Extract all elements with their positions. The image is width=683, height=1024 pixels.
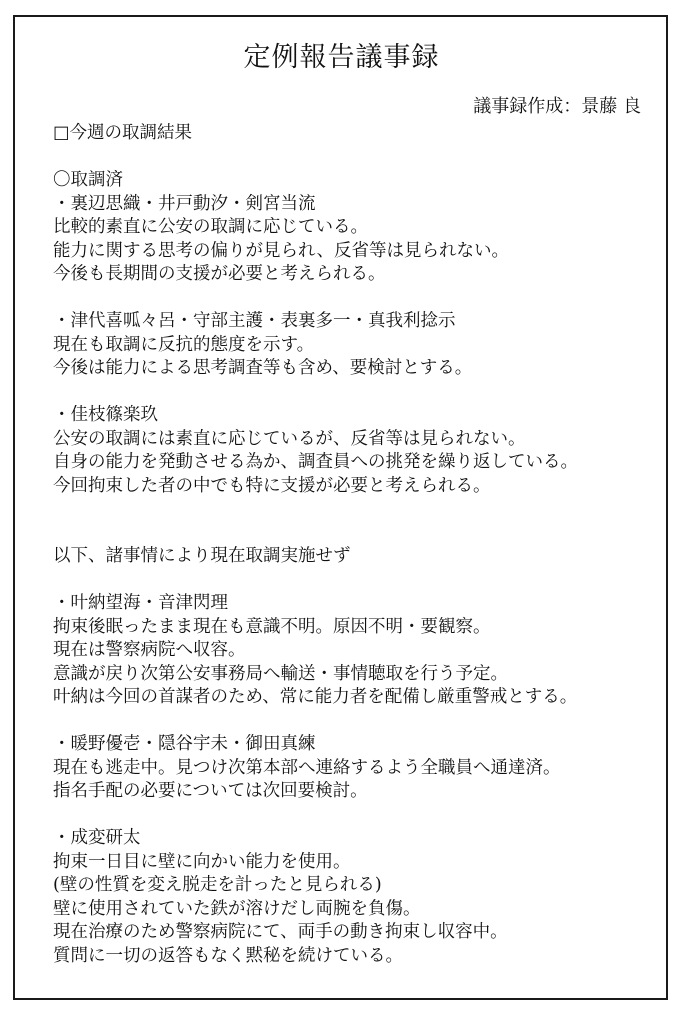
page-title: 定例報告議事録 (243, 42, 440, 73)
done-label: 〇取調済 (53, 170, 123, 190)
pending-label: 以下、諸事情により現在取調実施せず (53, 546, 351, 566)
record-names: ・裏辺思織・井戸動汐・剣宮当流 (53, 193, 316, 214)
record-line: 今後は能力による思考調査等も含め、要検討とする。 (53, 358, 473, 378)
record-line: 指名手配の必要については次回要検討。 (53, 781, 368, 801)
record-section (53, 404, 653, 498)
record-names: ・叶納望海・音津閃理 (53, 593, 228, 613)
author-line: 議事録作成：景藤 良 (473, 96, 641, 117)
record-line: 叶納は今回の首謀者のため、常に能力者を配備し厳重警戒とする。 (53, 687, 578, 707)
record-section (53, 827, 653, 968)
record-line: 今回拘束した者の中でも特に支援が必要と考えられる。 (53, 475, 491, 496)
record-line: 壁に使用されていた鉄が溶けだし両腕を負傷。 (53, 898, 421, 919)
record-line: 能力に関する思考の偏りが見られ、反省等は見られない。 (53, 240, 510, 261)
record-line: 現在治療のため警察病院にて、両手の動き拘束し収容中。 (53, 922, 508, 942)
record-line: 意識が戻り次第公安事務局へ輸送・事情聴取を行う予定。 (53, 663, 508, 684)
record-line: (壁の性質を変え脱走を計ったと見られる) (53, 875, 382, 895)
spacer (53, 498, 653, 522)
spacer (53, 381, 653, 405)
record-line: 自身の能力を発動させる為か、調査員への挑発を繰り返している。 (53, 452, 578, 472)
record-line: 現在は警察病院へ収容。 (53, 640, 246, 660)
record-line: 公安の取調には素直に応じているが、反省等は見られない。 (53, 428, 526, 449)
record-section (53, 310, 653, 381)
record-names: ・津代喜呱々呂・守部主護・表裏多一・真我利捻示 (53, 311, 456, 331)
spacer (53, 287, 653, 311)
record-line: 質問に一切の返答もなく黙秘を続けている。 (53, 945, 403, 966)
record-section (53, 193, 653, 287)
record-line: 比較的素直に公安の取調に応じている。 (53, 217, 368, 237)
record-line: 今後も長期間の支援が必要と考えられる。 (53, 264, 386, 284)
record-section (53, 733, 653, 804)
record-line: 拘束後眠ったまま現在も意識不明。原因不明・要観察。 (53, 616, 491, 637)
spacer (53, 569, 653, 593)
spacer (53, 710, 653, 734)
record-line: 現在も取調に反抗的態度を示す。 (53, 334, 315, 355)
record-line: 拘束一日目に壁に向かい能力を使用。 (53, 851, 351, 872)
record-line: 現在も逃走中。見つけ次第本部へ連絡するよう全職員へ通達済。 (53, 757, 561, 778)
record-names: ・暖野優壱・隠谷宇未・御田真練 (53, 734, 316, 754)
record-names: ・成変研太 (53, 828, 141, 848)
spacer (53, 522, 653, 546)
record-section (53, 592, 653, 710)
document-body (53, 122, 653, 968)
record-names: ・佳枝篠楽玖 (53, 405, 158, 425)
section-heading: □今週の取調結果 (53, 123, 193, 143)
spacer (53, 804, 653, 828)
spacer (53, 146, 653, 170)
